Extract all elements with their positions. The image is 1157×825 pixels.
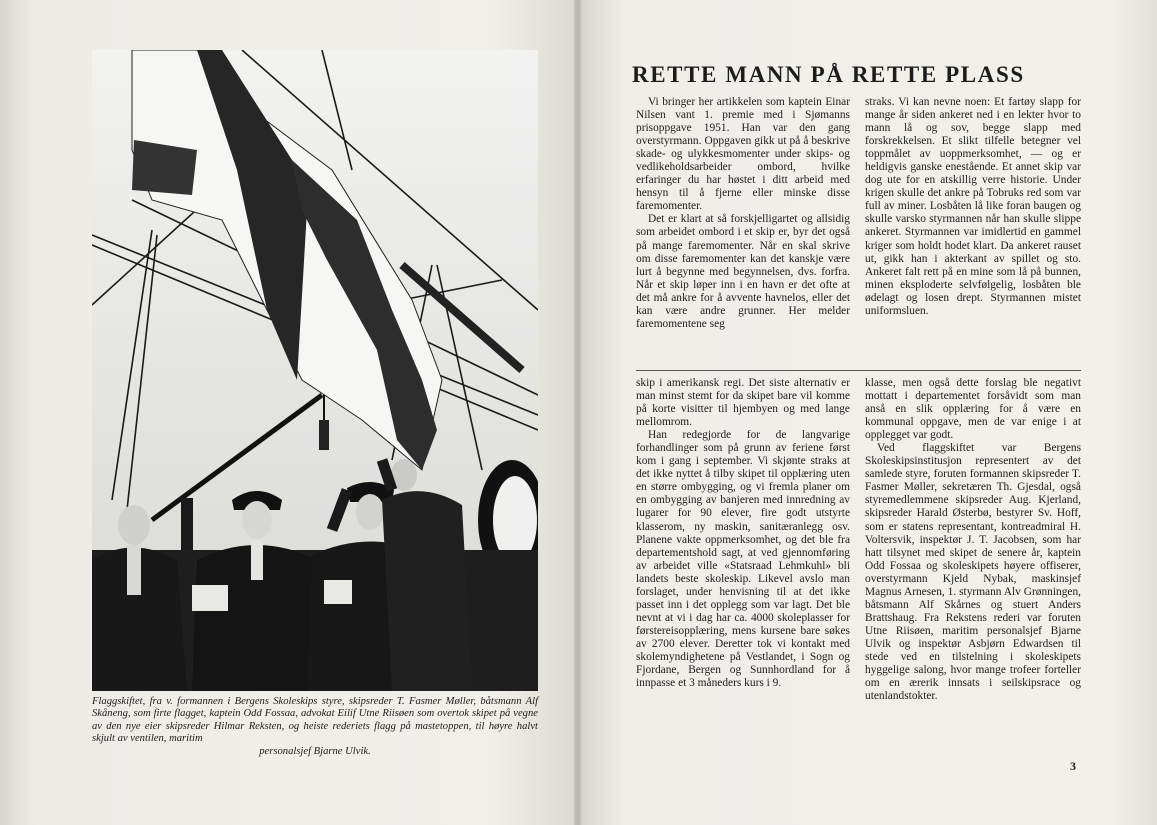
caption-line: båtsmann Alf Skåneng, som firte flagget, kaptein Odd Fossaa, advokat Eilif Utne [92, 696, 539, 720]
caption-line: personalsjef Bjarne Ulvik. [259, 745, 371, 757]
column-top-right [865, 96, 1081, 318]
paragraph: klasse, men også dette forslag ble negativt mottatt i departementet forsåvidt som man anså en slik opplæring for å være en kommunal oppgave, men de var enige i at opplegget var godt. [865, 377, 1081, 442]
flag-ceremony-photo [92, 50, 538, 691]
section-divider [636, 370, 1081, 371]
column-bottom-right [865, 377, 1081, 703]
caption-line: Riisøen som overtok skipet på vegne av den nye eier skipsreder Hilmar Reksten, og [92, 708, 538, 732]
photo-illustration [92, 50, 538, 691]
photo-caption [92, 696, 538, 758]
rope-tassel [319, 420, 329, 450]
paragraph: skip i amerikansk regi. Det siste alternativ er man minst stemt for da skipet bare vil komme på korte visitter til hjembyen og med lange mellomrom. [636, 377, 850, 429]
column-top-left [636, 96, 850, 331]
paragraph: Det er klart at så forskjelligartet og allsidig som arbeidet ombord i et skip er, byr det også på mange faremomenter. Når en skal skrive om disse faremomenter kan det kanskje være lurt å begynne med begynnelsen, dvs. forfra. Når et skip løper inn i en havn er det ofte at det må ankre for å avvente havnelos, eller det kan være andre grunner. Her melder faremomentene seg [636, 213, 850, 330]
caption-line: Flaggskiftet, fra v. formannen i Bergens Skoleskips styre, skipsreder T. Fasmer Møller, [92, 696, 476, 707]
column-bottom-left [636, 377, 850, 690]
paragraph: Ved flaggskiftet var Bergens Skoleskipsinstitusjon representert av det samlede styre, foruten formannen skipsreder T. Fasmer Møller, sekretæren Th. Gjesdal, også styremedlemmene skipsreder Aug. Kjerland, skipsreder Harald Østerbø, bestyrer Sv. Hoff, som er statens representant, kontreadmiral H. Voltersvik, inspektør J. T. Jacobsen, som har hatt tilsynet med skipet de senere år, kaptein Odd Fossaa og skoleskipets høyere offiserer, overstyrmann Kjeld Nybak, maskinsjef Magnus Arnesen, 1. styrmann Alv Grønningen, båtsmann Alf Skårnes og stuert Anders Brattshaug. Fra Rekstens rederi var foruten Utne Riisøen, maritim personalsjef Bjarne Ulvik og inspektør Asbjørn Edwardsen til stede ved en tilstelning i skoleskipets hyggelige salong, hvor mange trofeer forteller om en ærerik innsats i seilskipsrace og utenlandstokter. [865, 442, 1081, 703]
paragraph: Vi bringer her artikkelen som kaptein Einar Nilsen vant 1. premie med i Sjømanns prisoppgave 1951. Han var den gang overstyrmann. Oppgaven gikk ut på å beskrive skade- og ulykkesmomenter under skips- og vedlikeholdsarbeider ombord, hvilke erfaringer du har høstet i ditt arbeid med hensyn til å fjerne eller minske disse faremomenter. [636, 96, 850, 213]
paragraph: straks. Vi kan nevne noen: Et fartøy slapp for mange år siden ankeret ned i en lekter hvor to mann lå og sov, begge slapp med forskrekkelsen. Et slikt tilfelle betegner vel toppmålet av uoppmerksomhet, — og er heldigvis ganske enestående. Et annet skip var dog ute for en atskillig verre historie. Under krigen skulle det ankre på Tobruks red som var full av miner. Losbåten lå like foran baugen og skulle varsko styrmannen når han skulle slippe ankeret. Styrmannen var imidlertid en gammel kriger som holdt hodet klart. Da ankeret rauset ut, gikk han i akterkant av spillet og sto. Ankeret falt rett på en mine som lå på bunnen, minen eksploderte selvfølgelig, losbåten ble ødelagt og losen drept. Styrmannen mistet uniformsluen. [865, 96, 1081, 317]
paragraph: Han redegjorde for de langvarige forhandlinger som på grunn av feriene først kom i gang i september. Vi skjønte straks at det ikke nyttet å tilby skipet til opplæring uten en større ombygging, og vi fremla planer om en ombygging av banjeren med innredning av lugarer for 90 elever, fire godt utstyrte klasserom, ny maskin, sanitæranlegg osv. Planene vakte oppmerksomhet, og det ble fra departementshold sagt, at ved gjennomføring av arbeidet ville «Statsraad Lehmkuhl» bli landets beste skoleskip. Likevel avslo man forslaget, under henvisning til at det ikke passet inn i det opplegg som var lagt. Det ble nevnt at vi i dag har ca. 4000 skoleplasser for førstereisopplæring, mens kursene bare søkes av 2700 elever. Deretter tok vi kontakt med skolemyndighetene på Vestlandet, i Sogn og Fjordane, Bergen og Sunnhordland for å innpasse et 3 måneders kurs i 9. [636, 429, 850, 690]
article-title: RETTE MANN PÅ RETTE PLASS [632, 62, 1025, 87]
book-spine [574, 0, 582, 825]
caption-line: heiste rederiets flagg på mastetoppen, til høyre halvt skjult av ventilen, maritim [92, 720, 538, 745]
page-number: 3 [1070, 759, 1076, 773]
